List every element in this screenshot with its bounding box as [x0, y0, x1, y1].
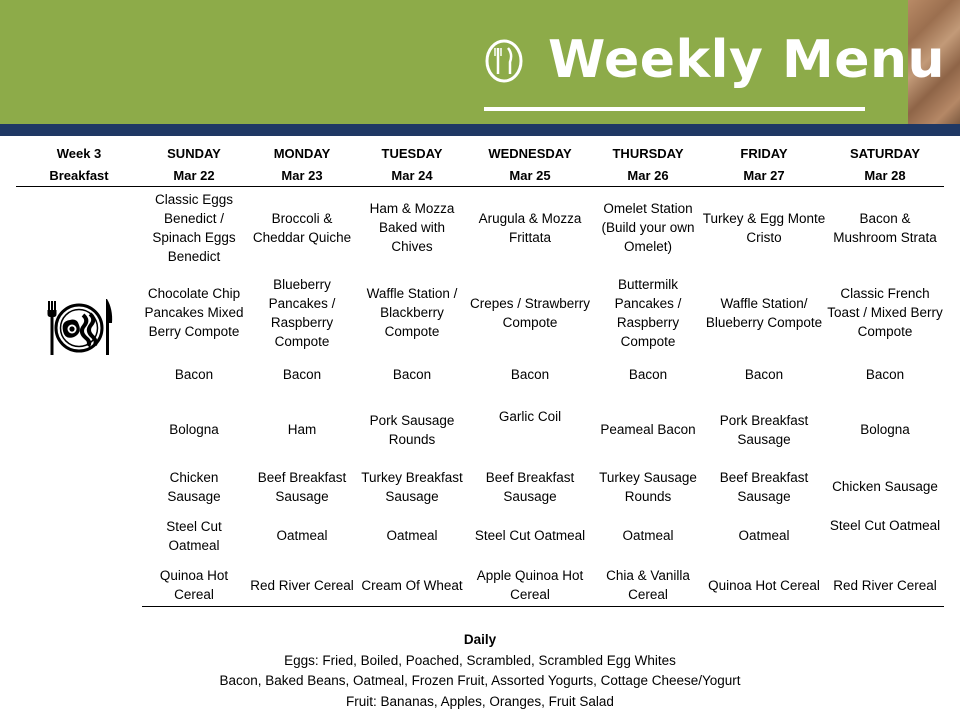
day-header: TUESDAY: [381, 145, 443, 161]
menu-item: Quinoa Hot Cereal: [142, 565, 246, 607]
menu-item: Bacon: [510, 367, 550, 382]
menu-item: Broccoli & Cheddar Quiche: [252, 210, 352, 245]
day-header: FRIDAY: [740, 145, 788, 161]
date-header: Mar 28: [826, 164, 944, 187]
menu-item: Steel Cut Oatmeal: [829, 517, 941, 533]
table-row: [16, 393, 944, 467]
table-row: [16, 269, 944, 357]
date-header: Mar 25: [466, 164, 594, 187]
menu-item: Beef Breakfast Sausage: [485, 469, 575, 504]
header-stripe: [0, 124, 960, 136]
breakfast-plate-icon: [16, 187, 142, 607]
menu-item: Oatmeal: [276, 528, 328, 543]
menu-item: Bacon: [744, 367, 784, 382]
menu-item: Bologna: [169, 422, 219, 437]
menu-item: Omelet Station (Build your own Omelet): [601, 201, 695, 255]
menu-item: Bacon: [628, 367, 668, 382]
meal-label: Breakfast: [16, 164, 142, 187]
date-header: Mar 23: [246, 164, 358, 187]
date-header: Mar 26: [594, 164, 702, 187]
menu-item: Red River Cereal: [826, 565, 944, 607]
menu-item: Turkey Breakfast Sausage: [361, 469, 463, 504]
menu-item: Pork Sausage Rounds: [369, 412, 455, 447]
menu-item: Oatmeal: [622, 528, 674, 543]
menu-item: Buttermilk Pancakes / Raspberry Compote: [614, 276, 682, 349]
menu-item: Classic French Toast / Mixed Berry Compote: [827, 286, 943, 339]
menu-item: Turkey Sausage Rounds: [599, 469, 697, 504]
menu-item: Quinoa Hot Cereal: [702, 565, 826, 607]
table-row: [16, 187, 944, 269]
menu-table: [16, 142, 944, 607]
daily-heading: Daily: [463, 632, 497, 647]
table-row: [16, 565, 944, 607]
date-header: Mar 27: [702, 164, 826, 187]
menu-item: Bacon: [282, 367, 322, 382]
page-title: Weekly Menu: [548, 30, 945, 90]
menu-item: Chia & Vanilla Cereal: [594, 565, 702, 607]
daily-line: Fruit: Bananas, Apples, Oranges, Fruit Salad: [346, 693, 614, 709]
menu-item: Bacon: [174, 367, 214, 382]
day-header: SUNDAY: [167, 145, 221, 161]
menu-item: Classic Eggs Benedict / Spinach Eggs Benedict: [152, 191, 236, 264]
menu-item: Garlic Coil: [498, 408, 562, 424]
menu-item: Red River Cereal: [246, 565, 358, 607]
menu-item: Waffle Station/ Blueberry Compote: [705, 295, 823, 330]
menu-item: Waffle Station / Blackberry Compote: [366, 286, 458, 339]
day-header: SATURDAY: [849, 145, 921, 161]
week-label: Week 3: [56, 145, 102, 161]
menu-item: Bologna: [860, 422, 910, 437]
table-row: [16, 507, 944, 565]
menu-item: Ham & Mozza Baked with Chives: [369, 201, 455, 255]
menu-item: Blueberry Pancakes / Raspberry Compote: [268, 276, 336, 349]
daily-line: Eggs: Fried, Boiled, Poached, Scrambled, Scrambled Egg Whites: [284, 652, 676, 668]
menu-item: Oatmeal: [738, 528, 790, 543]
fork-knife-logo-icon: [484, 38, 524, 84]
menu-item: Chicken Sausage: [167, 469, 221, 504]
title-underline: [484, 107, 865, 111]
menu-item: Bacon: [865, 367, 905, 382]
menu-item: Steel Cut Oatmeal: [474, 528, 586, 543]
menu-item: Turkey & Egg Monte Cristo: [702, 210, 826, 245]
menu-item: Arugula & Mozza Frittata: [478, 210, 582, 245]
menu-item: Beef Breakfast Sausage: [257, 469, 347, 504]
menu-item: Ham: [287, 422, 317, 437]
table-row: [16, 467, 944, 507]
menu-item: Cream Of Wheat: [358, 565, 466, 607]
daily-section: [0, 630, 960, 712]
menu-item: Crepes / Strawberry Compote: [469, 295, 591, 330]
daily-line: Bacon, Baked Beans, Oatmeal, Frozen Fruit, Assorted Yogurts, Cottage Cheese/Yogurt: [219, 673, 741, 688]
menu-item: Pork Breakfast Sausage: [719, 412, 809, 447]
menu-item: Peameal Bacon: [600, 422, 696, 437]
table-row: [16, 357, 944, 393]
menu-item: Bacon & Mushroom Strata: [833, 210, 937, 245]
day-header: WEDNESDAY: [488, 145, 572, 161]
menu-item: Steel Cut Oatmeal: [166, 518, 222, 553]
menu-item: Oatmeal: [386, 528, 438, 543]
date-header: Mar 24: [358, 164, 466, 187]
menu-item: Beef Breakfast Sausage: [719, 469, 809, 504]
day-header: MONDAY: [273, 145, 331, 161]
day-header: THURSDAY: [612, 145, 684, 161]
menu-item: Chocolate Chip Pancakes Mixed Berry Compote: [144, 286, 244, 339]
menu-item: Chicken Sausage: [832, 479, 938, 494]
menu-item: Bacon: [392, 367, 432, 382]
date-header: Mar 22: [142, 164, 246, 187]
menu-item: Apple Quinoa Hot Cereal: [466, 565, 594, 607]
